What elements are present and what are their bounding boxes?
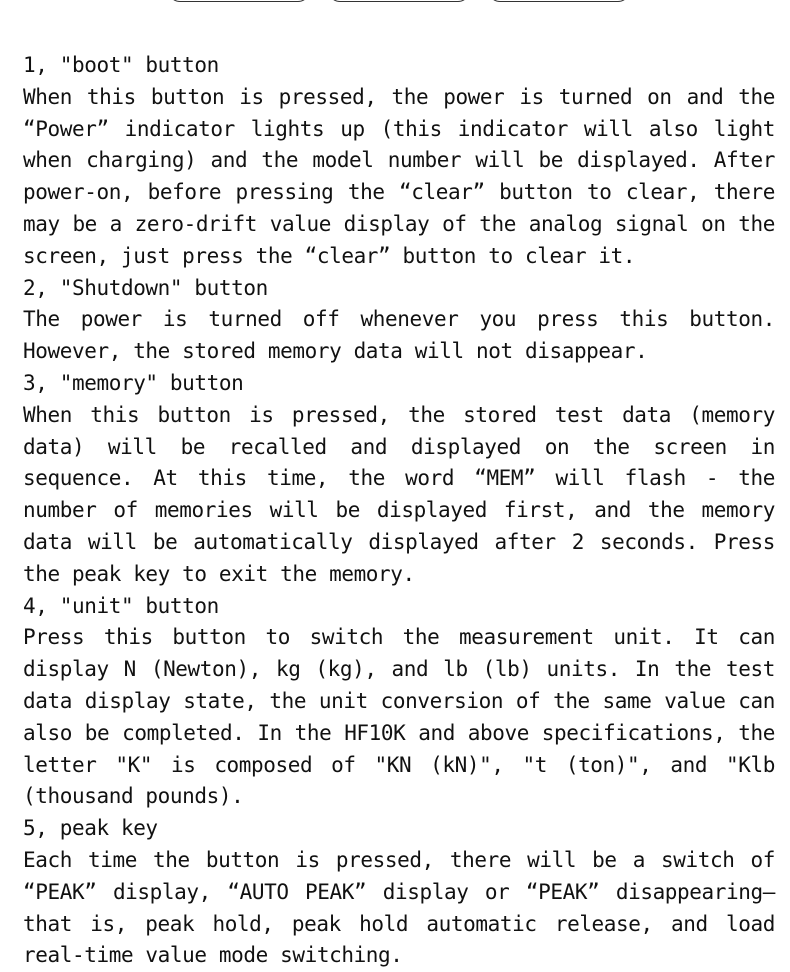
button-outline-1 <box>168 0 310 2</box>
button-outline-2 <box>328 0 470 2</box>
section-heading-peak: 5, peak key <box>23 816 158 841</box>
button-outline-3 <box>488 0 630 2</box>
section-body-boot: When this button is pressed, the power is turned on and the “Power” indicator lights up (this indicator will also light when charging) and the model number will be displayed. After power-on, before pressing the “clear” button to clear, there may be a zero-drift value display of the analog signal on the screen, just press the “clear” button to clear it. <box>23 84 775 268</box>
top-button-outlines <box>168 0 630 2</box>
section-body-shutdown: The power is turned off whenever you press this button. However, the stored memory data will not disappear. <box>23 307 775 364</box>
section-body-peak: Each time the button is pressed, there will be a switch of “PEAK” display, “AUTO PEAK” display or “PEAK” disappearing—that is, peak hold, peak hold automatic release, and load real-time value mode switching. <box>23 847 775 968</box>
section-body-memory: When this button is pressed, the stored test data (memory data) will be recalled and displayed on the screen in sequence. At this time, the word “MEM” will flash - the number of memories will be displayed first, and the memory data will be automatically displayed after 2 seconds. Press the peak key to exit the memory. <box>23 402 775 586</box>
section-body-unit: Press this button to switch the measurement unit. It can display N (Newton), kg (kg), and lb (lb) units. In the test data display state, the unit conversion of the same value can also be completed. In the HF10K and above specifications, the letter "K" is composed of "KN (kN)", "t (ton)", and "Klb (thousand pounds). <box>23 625 775 809</box>
section-heading-boot: 1, "boot" button <box>23 53 219 77</box>
section-heading-memory: 3, "memory" button <box>23 370 244 395</box>
manual-text <box>23 50 775 972</box>
section-heading-shutdown: 2, "Shutdown" button <box>23 275 268 300</box>
section-heading-unit: 4, "unit" button <box>23 593 219 618</box>
